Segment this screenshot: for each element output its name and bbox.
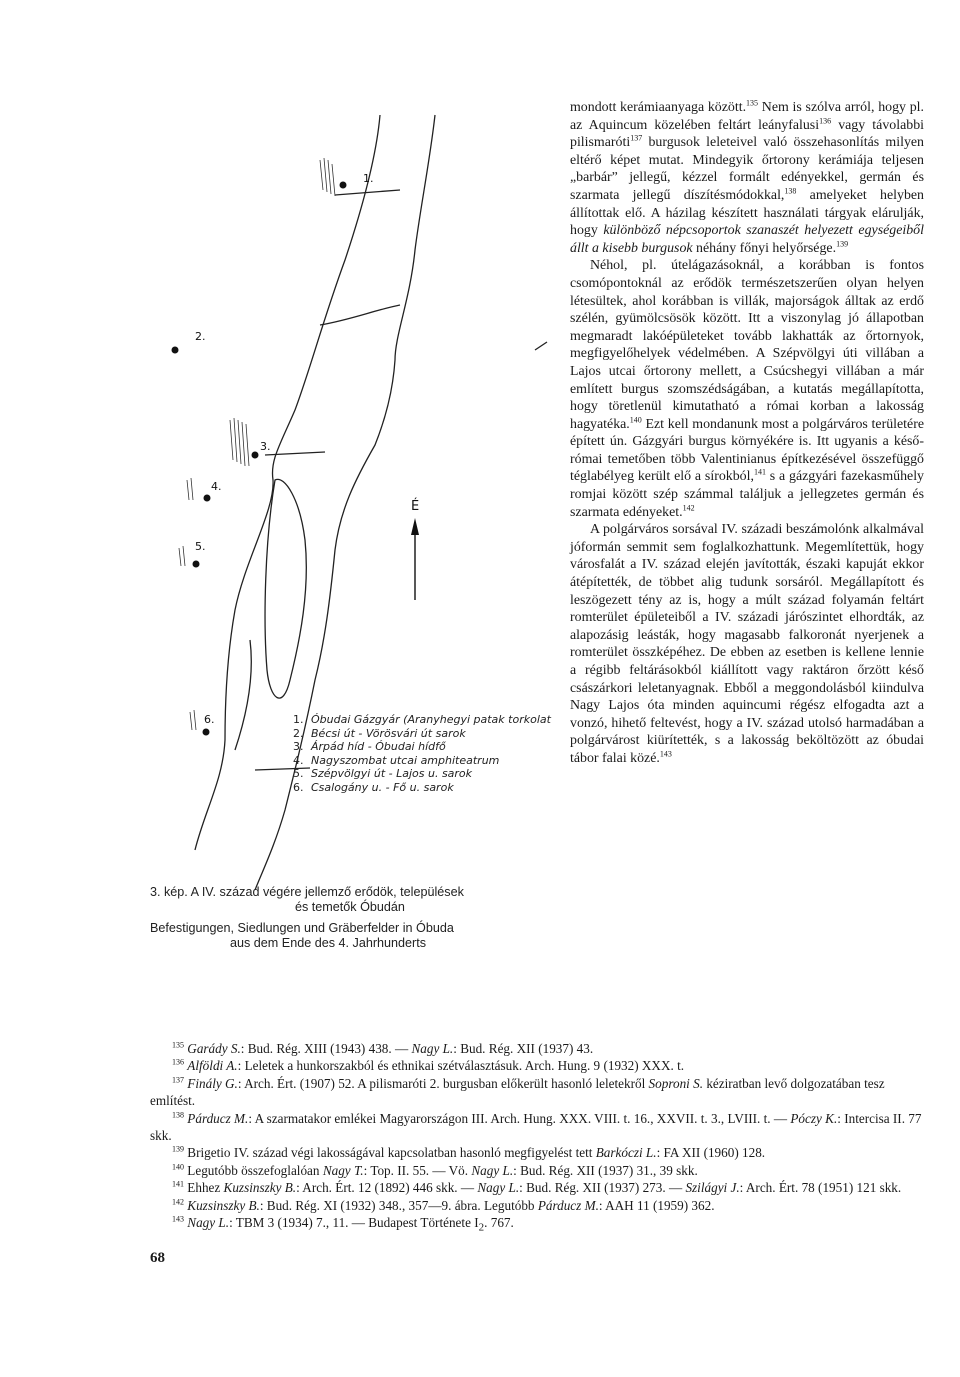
footnote: $^{143}$ Nagy L.: TBM 3 (1934) 7., 11. — Budapest Története $I_2$. 767.: [172, 1214, 514, 1234]
footnote-number: 136: [172, 1058, 184, 1068]
site-hatching: [179, 158, 335, 730]
footnote: $^{141}$ Ehhez Kuzsinszky B.: Arch. Ért. 12 (1892) 446 skk. — Nagy L.: Bud. Rég. XII (1937) 273. — Szilágyi J.: Arch. Ért. 78 (1951) 121 skk.: [172, 1179, 902, 1196]
page-number: 68: [150, 1250, 165, 1266]
paragraph-2: Néhol, pl. útelágazásoknál, a korábban is fontos csomópontoknál az erődök természetszerűen olyan helyen létesültek, ahol korábban is villák, majorságok álltak az erdő szélén, gyümölcsösök között. Itt a viszonylag jó állapotban megmaradt lakóépületeket tovább lakhatták az őrtornyok, megfigyelőhelyek védelmében. A Szépvölgyi úti villában a Lajos utcai őrtorony mellett, a Csúcshegyi villában a már említett burgus szomszédságában, a kutatás megállapította, hogy töretlenül kimutatható a római korban a lakosság hagyatéka.$^{140}$ Ezt kell mondanunk most a polgárváros területére épített ún. Gázgyári burgus környékére is. Itt ugyanis a késő-római temetőben több Valentinianus építkezésével összefüggő téglabélyeg került elő a sírokból,$^{141}$ s a gázgyári fazekasműhely romjai között szép számmal találjuk a jellegzetes germán és szarmata edényeket.$^{142}$: [570, 258, 924, 520]
site-label-5: 5.: [195, 540, 206, 553]
legend-item: 5. Szépvölgyi út - Lajos u. sarok: [293, 767, 473, 780]
footnote-number: 137: [172, 1075, 184, 1085]
site-markers: [172, 182, 347, 736]
footnote: $^{140}$ Legutóbb összefoglalóan Nagy T.: Top. II. 55. — Vö. Nagy L.: Bud. Rég. XII (1937) 31., 39 skk.: [172, 1162, 698, 1178]
site-label-4: 4.: [211, 480, 222, 493]
legend-item: 6. Csalogány u. - Fő u. sarok: [293, 780, 454, 794]
caption-german: Befestigungen, Siedlungen und Gräberfelder in Óbuda aus dem Ende des 4. Jahrhunderts: [150, 921, 454, 950]
footnote: $^{139}$ Brigetio IV. század végi lakosságával kapcsolatban hasonló megfigyelést tett Barkóczi L.: FA XII (1960) 128.: [172, 1145, 766, 1161]
north-label: É: [411, 499, 420, 514]
footnote-number: 141: [172, 1179, 184, 1189]
legend-item: 3. Árpád híd - Óbudai hídfő: [293, 740, 446, 753]
paragraph-3: A polgárváros sorsával IV. századi beszámolónk alkalmával jóformán semmit sem foglalkozhattunk. Megemlítettük, hogy városfalát a IV. század elején javították, északi kapuját ekkor átépítették, de többet alig tudunk sorsáról. Megállapított és leszögezett tény az is, hogy a múlt század folyamán feltárt romterület épületeiből a IV. századi járószintet elhordták, az alapozásig leásták, hogy magasabb falkoronát nyerjenek a romterület összképéhez. De ebben az esetben is kellene lennie a régibb feltárásokból kiállított vagy raktáron őrzött késő császárkori leletanyagnak. Ebből a meggondolásból kiindulva Nagy Lajos óta minden aquincumi régész elfogadta azt a vonzó, hihető feltevést, hogy a IV. század utolsó harmadában a polgárvárost kiürítették, s a lakosság beköltözött az óbudai tábor falai közé.$^{143}$: [570, 522, 924, 766]
footnote: $^{136}$ Alföldi A.: Leletek a hunkorszakból és ethnikai szétválasztásuk. Arch. Hung. 9 (1932) XXX. t.: [172, 1058, 685, 1074]
footnote-number: 138: [172, 1110, 184, 1120]
footnote-number: 139: [172, 1145, 184, 1155]
footnote-number: 135: [172, 1040, 184, 1050]
map-legend: [293, 713, 583, 794]
legend-item: 1. Óbudai Gázgyár (Aranyhegyi patak torkolat: [293, 713, 551, 726]
footnotes: [150, 1040, 925, 1237]
legend-item: 4. Nagyszombat utcai amphiteatrum: [293, 753, 500, 767]
figure-caption: [150, 885, 590, 951]
caption-hungarian: 3. kép. A IV. század végére jellemző erődök, települések és temetők Óbudán: [150, 885, 464, 914]
footnote-number: 143: [172, 1214, 184, 1224]
footnote: $^{135}$ Garády S.: Bud. Rég. XIII (1943) 438. — Nagy L.: Bud. Rég. XII (1937) 43.: [172, 1040, 594, 1056]
body-column: [570, 99, 924, 768]
footnote: $^{137}$ Finály G.: Arch. Ért. (1907) 52. A pilismaróti 2. burgusban előkerült hasonló leletekről Soproni S. kéziratban levő dolgozatában tesz említést.: [150, 1075, 885, 1109]
paragraph-1: mondott kerámiaanyaga között.$^{135}$ Nem is szólva arról, hogy pl. az Aquincum közelében feltárt leányfalusi$^{136}$ vagy távolabbi pilismaróti$^{137}$ burgusok leleteivel való összehasonlítás milyen eltérő képet mutat. Mindegyik őrtorony kerámiája teljesen „barbár” jellegű, kézzel formált edényekkel, germán és szarmata jellegű díszítésmódokkal,$^{138}$ amelyeket helyben állítottak elő. A házilag készített használati tárgyak elárulják, hogy különböző népcsoportok szanaszét helyezett egységeiből állt a kisebb burgusok néhány főnyi helyőrsége.$^{139}$: [570, 98, 925, 256]
site-label-2: 2.: [195, 330, 206, 343]
footnote: $^{142}$ Kuzsinszky B.: Bud. Rég. XI (1932) 348., 357—9. ábra. Legutóbb Párducz M.: AAH 11 (1959) 362.: [172, 1197, 715, 1213]
site-label-3: 3.: [260, 440, 271, 453]
site-label-6: 6.: [204, 713, 215, 726]
footnote-number: 140: [172, 1162, 184, 1172]
site-label-1: 1.: [363, 172, 374, 185]
footnote-number: 142: [172, 1197, 184, 1207]
north-arrow: [411, 498, 419, 600]
footnote: $^{138}$ Párducz M.: A szarmatakor emlékei Magyarországon III. Arch. Hung. XXX. VIII. t. 16., XXVII. t. 3., LVIII. t. — Póczy K.: Intercisa II. 77 skk.: [150, 1110, 922, 1144]
legend-item: 2. Bécsi út - Vörösvári út sarok: [293, 726, 466, 740]
